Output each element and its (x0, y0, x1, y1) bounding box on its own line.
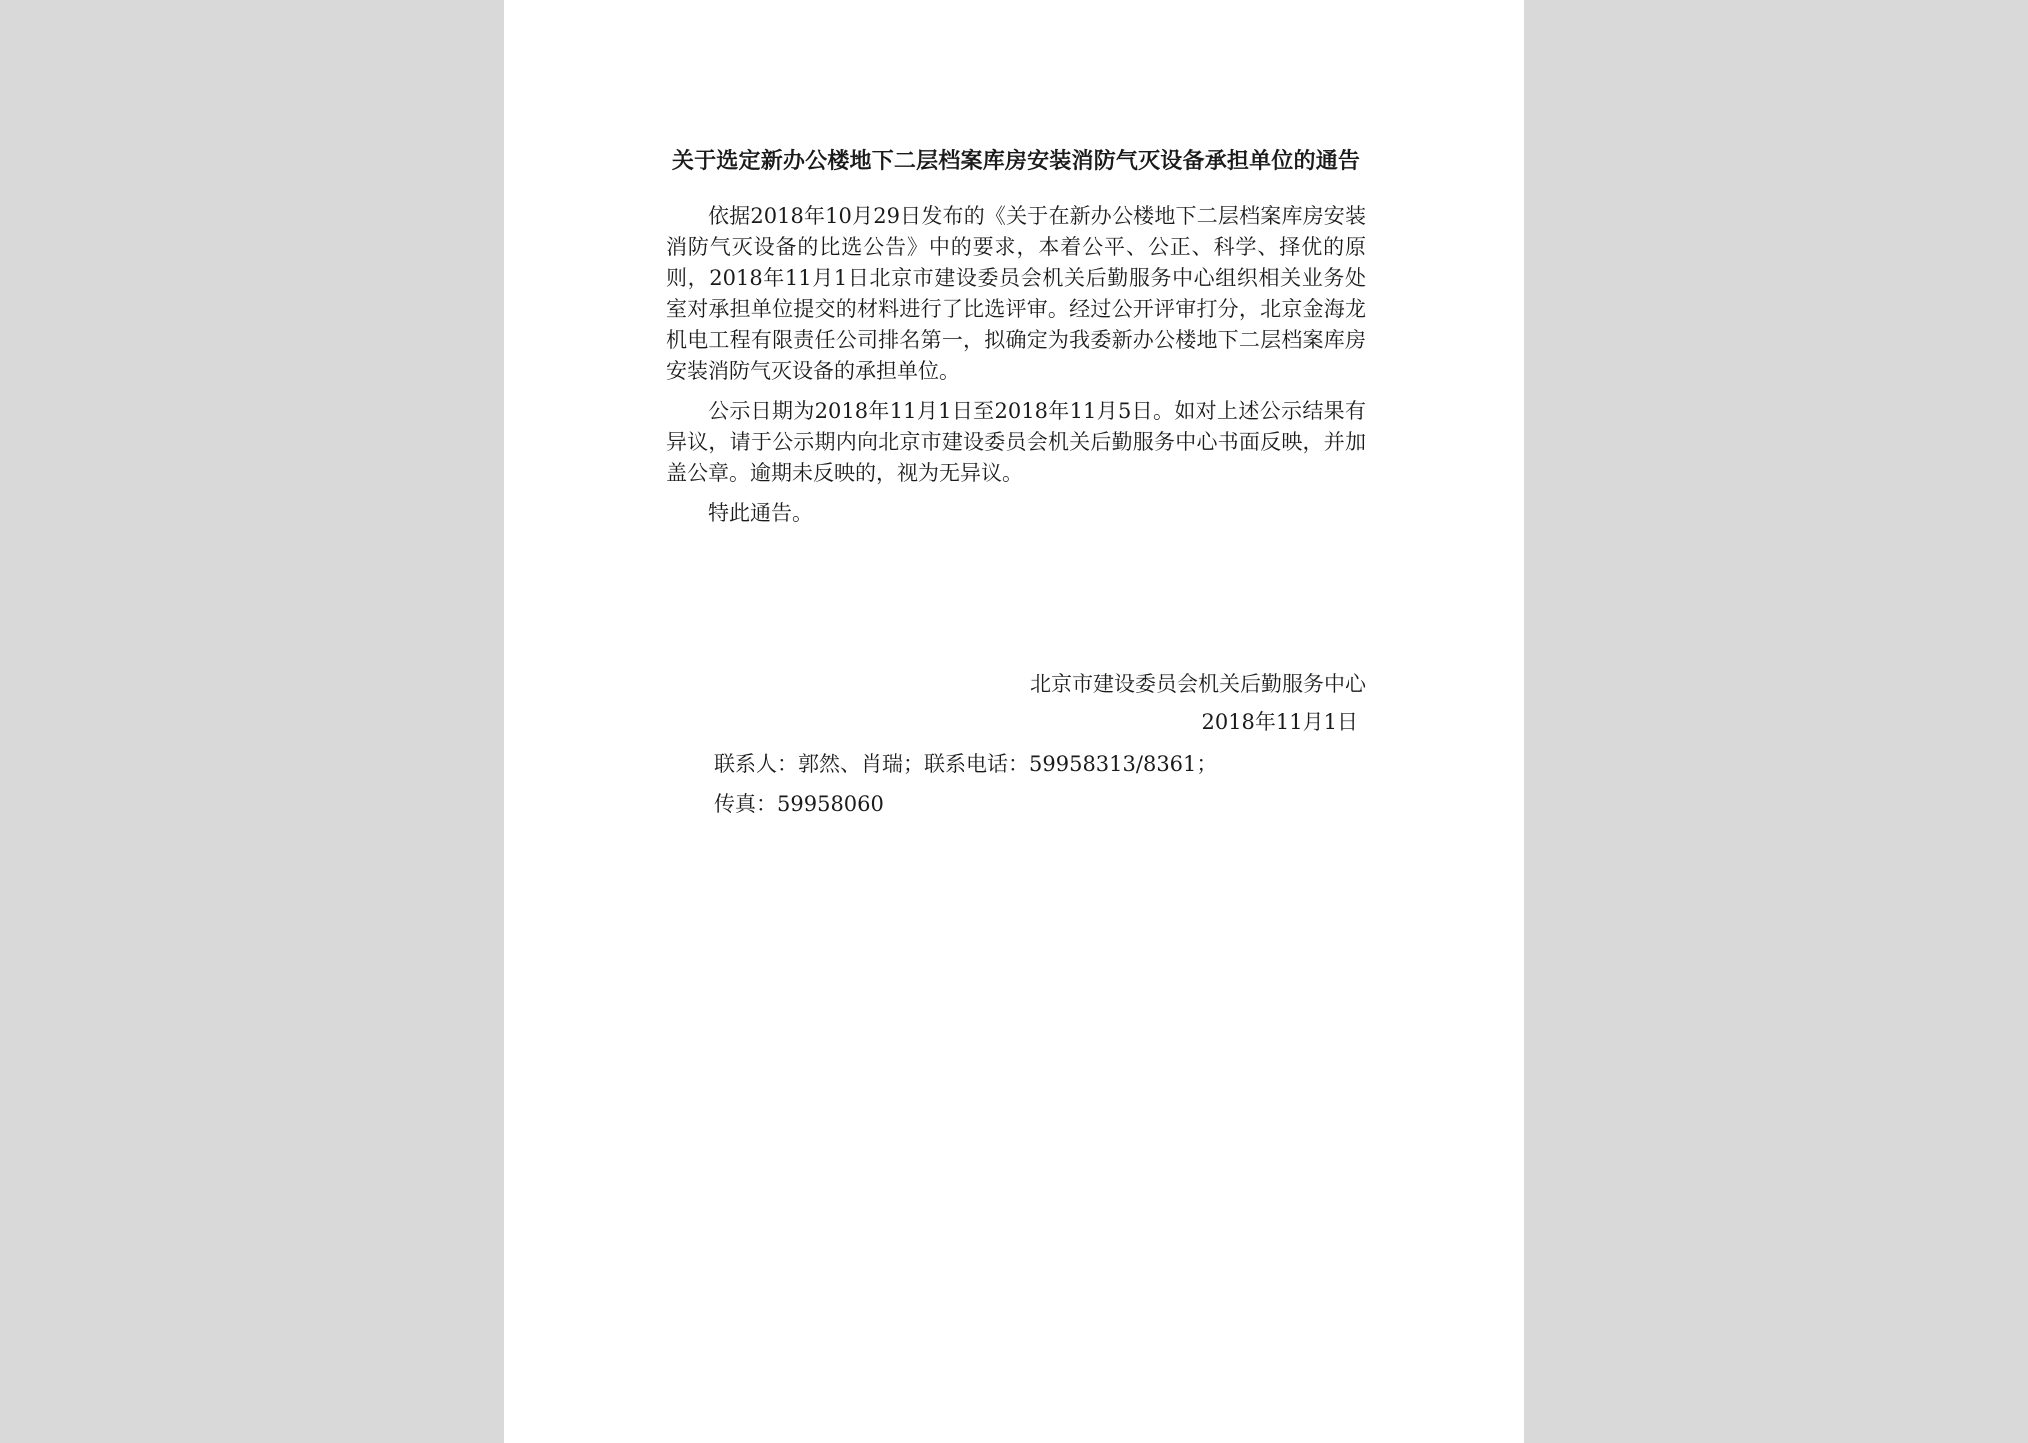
signature-date: 2018年11月1日 (1201, 710, 1358, 734)
contact-fax: 传真：59958060 (714, 792, 884, 816)
signature-block (666, 665, 1366, 741)
paragraph-closing: 特此通告。 (708, 501, 813, 525)
paragraph-notice-period: 公示日期为2018年11月1日至2018年11月5日。如对上述公示结果有异议，请于公示期内向北京市建设委员会机关后勤服务中心书面反映，并加盖公章。逾期未反映的，视为无异议。 (666, 399, 1366, 485)
document-title: 关于选定新办公楼地下二层档案库房安装消防气灭设备承担单位的通告 (671, 148, 1361, 174)
paragraph-basis: 依据2018年10月29日发布的《关于在新办公楼地下二层档案库房安装消防气灭设备的比选公告》中的要求，本着公平、公正、科学、择优的原则，2018年11月1日北京市建设委员会机关后勤服务中心组织相关业务处室对承担单位提交的材料进行了比选评审。经过公开评审打分，北京金海龙机电工程有限责任公司排名第一，拟确定为我委新办公楼地下二层档案库房安装消防气灭设备的承担单位。 (666, 204, 1366, 383)
contact-people: 联系人：郭然、肖瑞；联系电话：59958313/8361； (714, 752, 1218, 776)
signature-organization: 北京市建设委员会机关后勤服务中心 (1030, 672, 1366, 696)
document-page (504, 0, 1524, 1443)
document-body (666, 145, 1366, 538)
contact-block (714, 744, 1217, 824)
